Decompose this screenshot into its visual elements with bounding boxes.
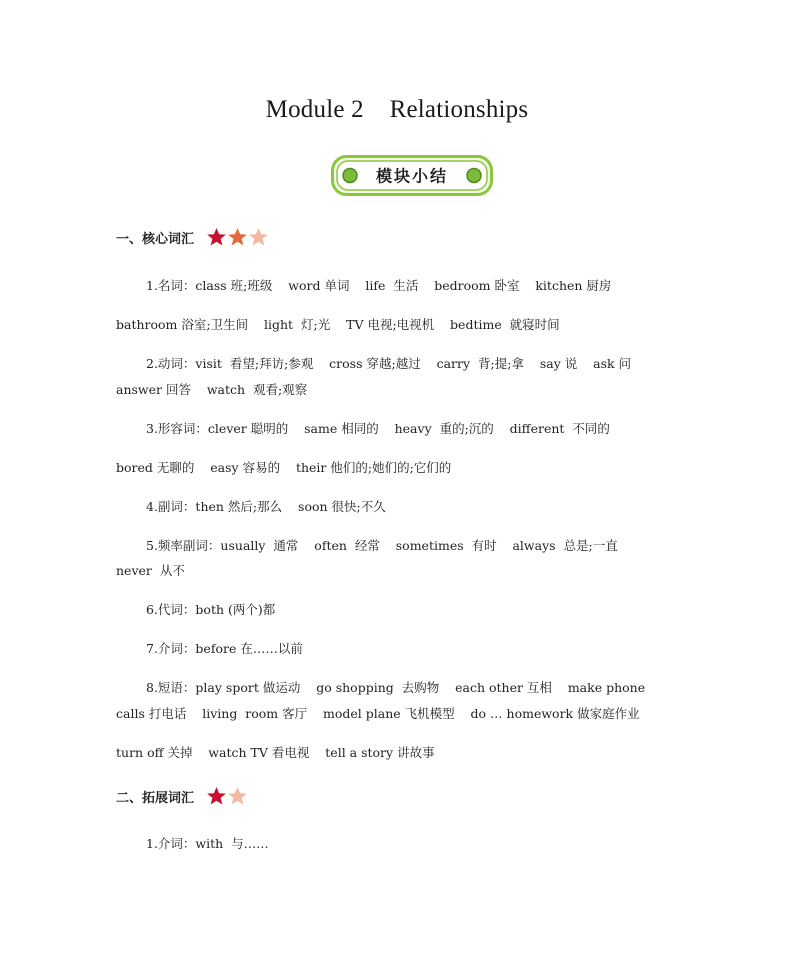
star-faded-icon [248,227,269,247]
vocab-line-verbs-2: answer 回答 watch 观看;观察 [116,382,308,397]
vocab-line-pronouns: 6.代词：both (两个)都 [146,602,276,617]
section-heading-extended [116,786,248,806]
banner-label: 模块小结 [375,166,449,186]
vocab-line-adverbs: 4.副词：then 然后;那么 soon 很快;不久 [146,499,386,514]
rating-stars [206,786,248,806]
star-icon [206,227,227,247]
vocab-line-adjectives-1: 3.形容词：clever 聪明的 same 相同的 heavy 重的;沉的 different 不同的 [146,421,610,436]
module-summary-banner [331,155,493,196]
vocab-line-phrases-3: turn off 关掉 watch TV 看电视 tell a story 讲故事 [116,745,435,760]
star-icon [206,786,227,806]
vocab-line-frequency-2: never 从不 [116,563,185,578]
vocab-line-prepositions: 7.介词：before 在……以前 [146,641,303,656]
section-heading-core-label: 一、核心词汇 [116,231,195,247]
vocab-line-extended-prepositions: 1.介词：with 与…… [146,836,269,851]
page-title: Module 2 Relationships [265,96,529,123]
section-heading-extended-label: 二、拓展词汇 [116,790,195,806]
vocab-line-frequency-1: 5.频率副词：usually 通常 often 经常 sometimes 有时 always 总是;一直 [146,538,618,553]
vocab-line-phrases-2: calls 打电话 living room 客厅 model plane 飞机模型 do … homework 做家庭作业 [116,706,640,721]
vocab-line-adjectives-2: bored 无聊的 easy 容易的 their 他们的;她们的;它们的 [116,460,452,475]
star-faded-icon [227,786,248,806]
section-heading-core [116,227,269,247]
rating-stars [206,227,269,247]
vocab-line-nouns-1: 1.名词：class 班;班级 word 单词 life 生活 bedroom 卧室 kitchen 厨房 [146,278,612,293]
vocab-line-nouns-2: bathroom 浴室;卫生间 light 灯;光 TV 电视;电视机 bedtime 就寝时间 [116,317,560,332]
vocab-line-phrases-1: 8.短语：play sport 做运动 go shopping 去购物 each other 互相 make phone [146,680,646,695]
star-icon [227,227,248,247]
vocab-line-verbs-1: 2.动词：visit 看望;拜访;参观 cross 穿越;越过 carry 背;提;拿 say 说 ask 问 [146,356,632,371]
